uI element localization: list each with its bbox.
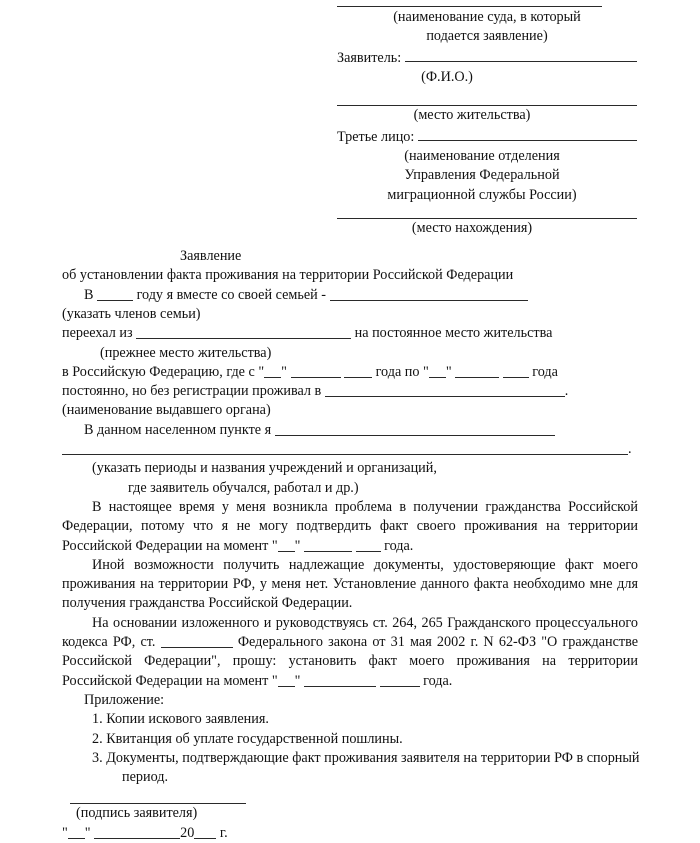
- applicant-name-rule[interactable]: [405, 48, 637, 62]
- header-block: [0, 6, 700, 238]
- title-block: [62, 247, 638, 286]
- para3-quote1: ": [281, 363, 287, 380]
- previous-residence-caption: (прежнее место жительства): [100, 344, 272, 361]
- sign-day-field[interactable]: [68, 825, 85, 839]
- family-caption: (указать членов семьи): [62, 305, 201, 322]
- page-title: Заявление: [180, 248, 242, 265]
- issuing-authority-caption: (наименование выдавшего органа): [62, 402, 271, 419]
- para4-prefix: постоянно, но без регистрации проживал в: [62, 383, 322, 400]
- settlement-activity-field[interactable]: [275, 422, 555, 436]
- applicant-label: Заявитель:: [337, 49, 402, 66]
- para3-quote2: ": [445, 363, 452, 380]
- previous-residence-field[interactable]: [136, 325, 351, 339]
- para4-period: .: [564, 383, 569, 400]
- request-day-field[interactable]: [278, 673, 295, 687]
- request-month-field[interactable]: [304, 673, 376, 687]
- para3-prefix: в Российскую Федерацию, где с ": [62, 363, 265, 380]
- settlement-caption-line2: где заявитель обучался, работал и др.): [128, 479, 359, 496]
- court-caption-line2: подается заявление): [426, 28, 548, 45]
- para-settlement: [62, 421, 638, 440]
- para6-suffix: года.: [384, 537, 414, 554]
- para-year-family: [62, 286, 638, 305]
- para8-quote: ": [294, 672, 301, 689]
- para-lived-without-registration: [62, 382, 638, 401]
- attachment-item: 1. Копии искового заявления.: [92, 711, 269, 728]
- attachment-item: 3. Документы, подтверждающие факт проживания заявителя на территории РФ в спорный период.: [92, 749, 640, 786]
- para6-quote: ": [294, 537, 301, 554]
- location-caption: (место нахождения): [411, 219, 533, 236]
- moment-year-field[interactable]: [356, 537, 381, 551]
- para1-prefix: В: [84, 286, 94, 303]
- page-subtitle: об установлении факта проживания на территории Российской Федерации: [62, 267, 514, 284]
- residence-caption: (место жительства): [413, 107, 531, 124]
- court-name-rule[interactable]: [337, 6, 602, 7]
- month-from-field[interactable]: [291, 364, 341, 378]
- year-field[interactable]: [97, 287, 133, 301]
- sign-month-field[interactable]: [94, 825, 180, 839]
- signature-caption: (подпись заявителя): [76, 805, 198, 822]
- day-from-field[interactable]: [264, 364, 281, 378]
- para5-period: .: [628, 441, 632, 458]
- month-to-field[interactable]: [455, 364, 499, 378]
- para8-text1: На основании изложенного и руководствуясь ст. 264, 265 Гражданского процессуального кодекса РФ, ст.: [62, 614, 638, 651]
- federal-law-article-field[interactable]: [161, 634, 233, 648]
- para8-text2: Федерального закона от 31 мая 2002 г. N 62-ФЗ "О гражданстве Российской Федерации", прошу: установить факт моего проживания на территории Российской Федерации на момент ": [62, 634, 639, 689]
- para-moved-from: [62, 324, 638, 343]
- day-to-field[interactable]: [429, 364, 446, 378]
- sign-year-field[interactable]: [194, 825, 216, 839]
- settlement-caption-line1: (указать периоды и названия учреждений и организаций,: [92, 460, 437, 477]
- para8-suffix: года.: [423, 672, 453, 689]
- third-party-caption-line2: Управления Федеральной: [404, 167, 560, 184]
- para-legal-basis: [62, 614, 638, 691]
- court-caption-line1: (наименование суда, в который: [393, 9, 581, 25]
- para3-mid: года по ": [375, 363, 429, 380]
- attachments-label: Приложение:: [84, 691, 165, 708]
- family-members-field[interactable]: [330, 287, 528, 301]
- para5-prefix: В данном населенном пункте я: [84, 421, 272, 438]
- para1-mid: году я вместе со своей семьей -: [136, 286, 326, 303]
- moment-month-field[interactable]: [304, 537, 352, 551]
- date-quote-close: ": [84, 824, 91, 841]
- attachment-item: 2. Квитанция об уплате государственной пошлины.: [92, 730, 403, 747]
- third-party-caption-line3: миграционной службы России): [387, 186, 577, 203]
- year-to-field[interactable]: [503, 364, 529, 378]
- settlement-activity-field-2[interactable]: [62, 441, 628, 455]
- para-settlement-continuation: [62, 440, 638, 459]
- third-party-label: Третье лицо:: [337, 128, 415, 145]
- year-suffix: г.: [219, 824, 228, 841]
- para-no-other-way: Иной возможности получить надлежащие документы, удостоверяющие факт моего проживания на территории РФ, у меня нет. Установление данного факта необходимо мне для получения гражданства Российской Федерации.: [62, 556, 638, 612]
- issuing-authority-field[interactable]: [325, 383, 565, 397]
- signature-block: [62, 803, 638, 843]
- signature-date-row: [62, 824, 638, 843]
- para-date-range: [62, 363, 638, 382]
- para3-suffix: года: [532, 363, 558, 380]
- third-party-row: [337, 127, 637, 147]
- year-prefix: 20: [180, 824, 195, 841]
- para2-prefix: переехал из: [62, 325, 133, 342]
- request-year-field[interactable]: [380, 673, 420, 687]
- year-from-field[interactable]: [344, 364, 372, 378]
- third-party-caption-line1: (наименование отделения: [404, 147, 560, 164]
- third-party-name-rule[interactable]: [418, 127, 637, 141]
- para2-suffix: на постоянное место жительства: [354, 325, 553, 342]
- para6-text: В настоящее время у меня возникла проблема в получении гражданства Российской Федерации, потому что я не могу подтвердить факт своего проживания на территории Российской Федерации на момент ": [62, 498, 638, 554]
- body-block: [62, 286, 638, 788]
- applicant-row: [337, 48, 637, 68]
- moment-day-field[interactable]: [278, 537, 295, 551]
- applicant-caption: (Ф.И.О.): [421, 68, 473, 85]
- para-citizenship-problem: [62, 498, 638, 556]
- date-quote-open: ": [62, 824, 68, 841]
